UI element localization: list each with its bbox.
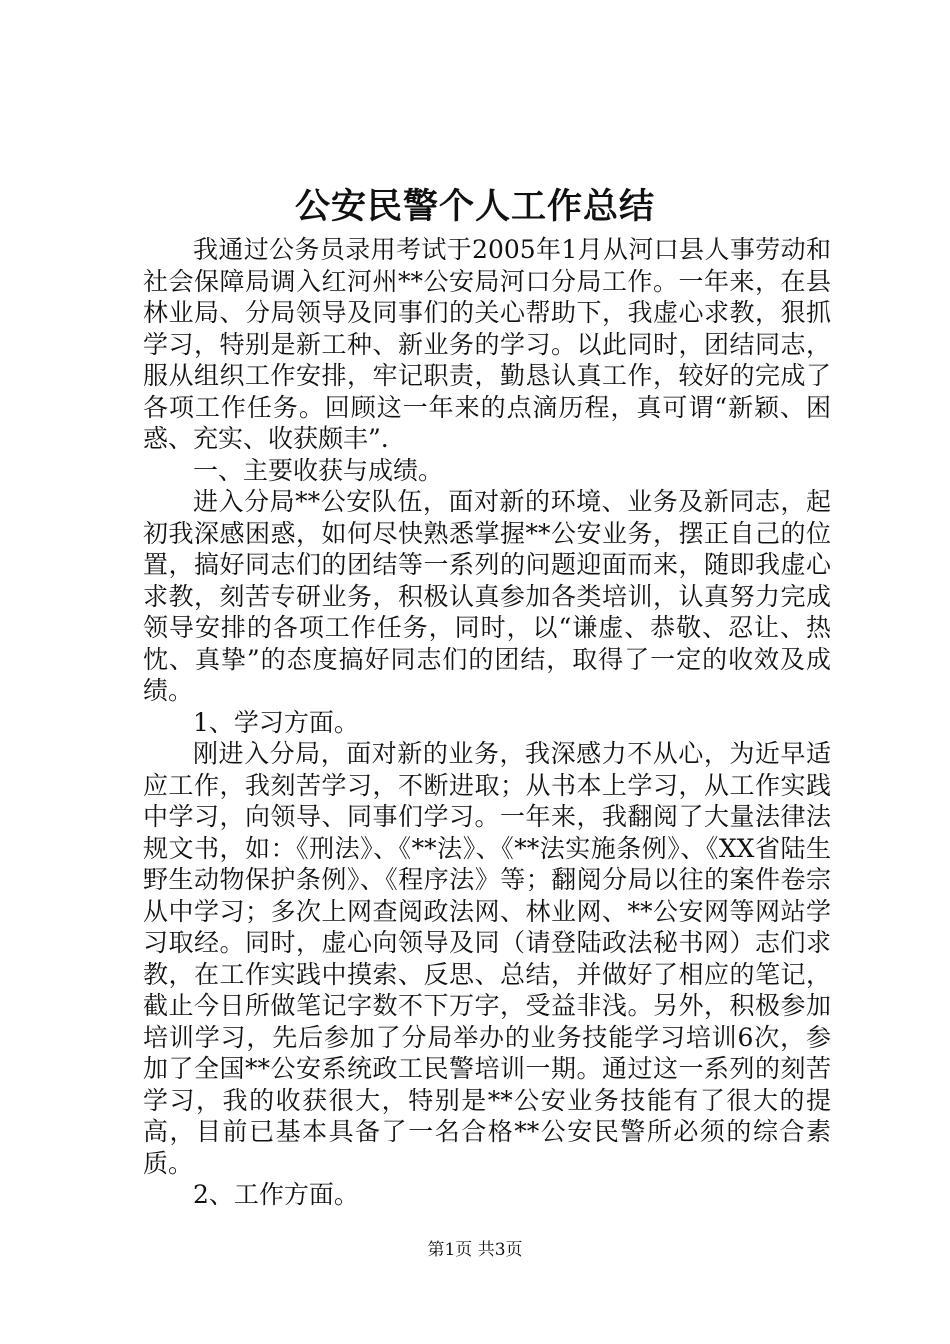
section-heading-achievements: 一、主要收获与成绩。 xyxy=(193,455,444,485)
subsection-heading-work: 2、工作方面。 xyxy=(193,1180,359,1209)
subsection-heading-study: 1、学习方面。 xyxy=(193,707,359,737)
page-footer: 第1页 共3页 xyxy=(427,1240,523,1260)
document-title: 公安民警个人工作总结 xyxy=(294,186,655,227)
document-body xyxy=(143,234,831,1211)
paragraph-study: 刚进入分局，面对新的业务，我深感力不从心，为近早适应工作，我刻苦学习，不断进取；从书本上学习，从工作实践中学习，向领导、同事们学习。一年来，我翻阅了大量法律法规文书，如：《刑法》、《**法》、《**法实施条例》、《XX省陆生野生动物保护条例》、《程序法》等；翻阅分局以往的案件卷宗从中学习；多次上网查阅政法网、林业网、**公安网等网站学习取经。同时，虚心向领导及同（请登陆政法秘书网）志们求教，在工作实践中摸索、反思、总结，并做好了相应的笔记，截止今日所做笔记字数不下万字，受益非浅。另外，积极参加培训学习，先后参加了分局举办的业务技能学习培训6次，参加了全国**公安系统政工民警培训一期。通过这一系列的刻苦学习，我的收获很大，特别是**公安业务技能有了很大的提高，目前已基本具备了一名合格**公安民警所必须的综合素质。 xyxy=(143,739,831,1178)
paragraph-achievements: 进入分局**公安队伍，面对新的环境、业务及新同志，起初我深感困惑，如何尽快熟悉掌握**公安业务，摆正自己的位置，搞好同志们的团结等一系列的问题迎面而来，随即我虚心求教，刻苦专研业务，积极认真参加各类培训，认真努力完成领导安排的各项工作任务，同时，以“谦虚、恭敬、忍让、热忱、真挚”的态度搞好同志们的团结，取得了一定的收效及成绩。 xyxy=(143,487,831,705)
paragraph-intro: 我通过公务员录用考试于2005年1月从河口县人事劳动和社会保障局调入红河州**公安局河口分局工作。一年来，在县林业局、分局领导及同事们的关心帮助下，我虚心求教，狠抓学习，特别是新工种、新业务的学习。以此同时，团结同志，服从组织工作安排，牢记职责，勤恳认真工作，较好的完成了各项工作任务。回顾这一年来的点滴历程，真可谓“新颖、困惑、充实、收获颇丰”. xyxy=(143,235,831,453)
